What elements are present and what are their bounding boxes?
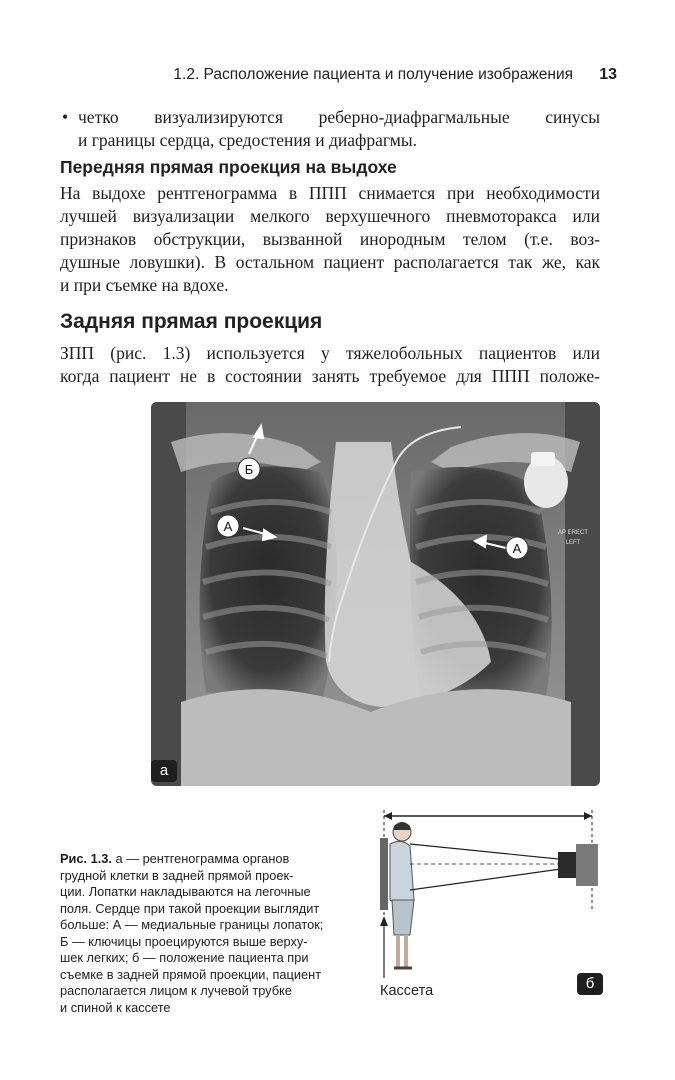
xray-marker-line2: LEFT [565, 540, 581, 546]
running-head [0, 66, 675, 88]
caption-line: съемке в задней прямой проекции, пациент [60, 966, 322, 982]
caption-line: Б — ключицы проецируются выше верху- [60, 933, 308, 949]
bullet-item [62, 106, 600, 152]
text-line: признаков обструкции, вызванной инородным телом (т.е. воз- [60, 229, 600, 249]
caption-line: располагается лицом к лучевой трубке [60, 983, 292, 998]
chest-xray-image [151, 402, 600, 786]
xray-label-clavicle: Б [244, 462, 254, 477]
caption-line: поля. Сердце при такой проекции выглядит [60, 900, 320, 916]
section-heading-pa: Задняя прямая проекция [60, 310, 323, 333]
paragraph-exhale [60, 182, 600, 297]
caption-label: Рис. 1.3. [60, 851, 112, 866]
text-line: и границы сердца, средостения и диафрагмы. [78, 130, 417, 150]
caption-line: грудной клетки в задней прямой проек- [60, 867, 294, 883]
panel-label-b: б [577, 973, 603, 995]
running-title: 1.2. Расположение пациента и получение изображения [173, 66, 573, 83]
panel-label-a: а [151, 760, 177, 782]
text-line: ЗПП (рис. 1.3) используется у тяжелобольных пациентов или [60, 343, 600, 363]
caption-line: шек легких; б — положение пациента при [60, 950, 309, 965]
caption-line: больше: А — медиальные границы лопаток; [60, 917, 324, 932]
caption-line: ции. Лопатки накладываются на легочные [60, 884, 311, 899]
text-line: лучшей визуализации мелкого верхушечного пневмоторакса или [60, 206, 600, 226]
figure-caption [60, 851, 360, 1016]
section-heading-exhale: Передняя прямая проекция на выдохе [60, 157, 397, 177]
text-line: душные ловушки). В остальном пациент располагается так же, как [60, 252, 600, 272]
xray-label-scapula-left: А [223, 519, 233, 534]
caption-line: а — рентгенограмма органов [111, 851, 290, 866]
cassette-label: Кассета [380, 983, 434, 999]
patient-positioning-diagram [370, 800, 610, 1000]
bullet-marker: • [62, 107, 69, 127]
xray-marker-line1: AP ERECT [558, 530, 588, 536]
paragraph-pa [60, 342, 600, 388]
text-line: и при съемке на вдохе. [60, 275, 229, 295]
text-line: На выдохе рентгенограмма в ППП снимается при необходимости [60, 183, 600, 203]
text-line: когда пациент не в состоянии занять требуемое для ППП положе- [60, 366, 600, 386]
text-line: четко визуализируются реберно-диафрагмальные синусы [78, 107, 600, 127]
caption-line: и спиной к кассете [60, 999, 171, 1015]
xray-label-scapula-right: А [512, 541, 522, 556]
page-number: 13 [599, 66, 617, 83]
